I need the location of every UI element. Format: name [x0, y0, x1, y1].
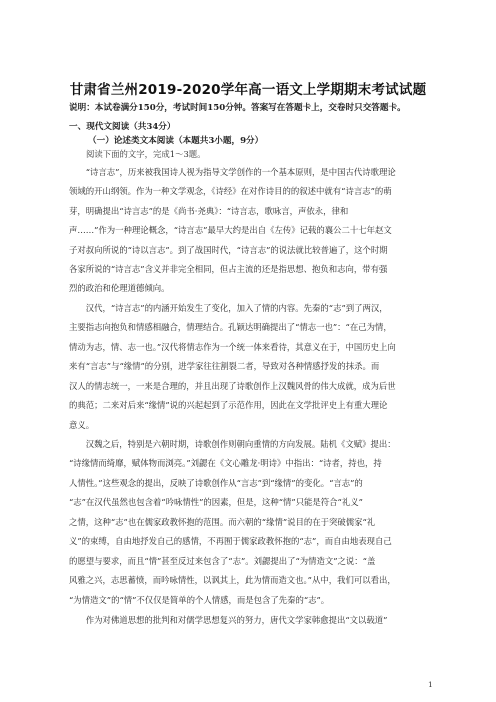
body-line: “诗言志”，历来被我国诗人视为指导文学创作的一个基本原则，是中国古代诗歌理论 [69, 167, 396, 177]
body-line: 子对叔向所说的“诗以言志”。到了战国时代，“诗言志”的说法就比较普遍了，这个时期 [69, 245, 388, 255]
body-line: 义”的束缚，自由地抒发自己的感情，不再囿于儒家政教怀抱的“志”，而自由地表现自己 [69, 536, 392, 546]
body-line: 汉代，“诗言志”的内涵开始发生了变化，加入了情的内容。先秦的“志”到了两汉， [69, 303, 388, 313]
body-line: 来有“言志”与“缘情”的分别，进学家往往割裂二者，导致对各种情感抒发的抹杀。而 [69, 361, 380, 371]
body-line: 领域的开山纲领。作为一种文学观念，《诗经》在对作诗目的的叙述中就有“诗言志”的萌 [69, 186, 392, 196]
exam-note: 说明：本试卷满分150分，考试时间150分钟。答案写在答题卡上，交卷时只交答题卡。 [69, 103, 406, 113]
section-heading: 一、现代文阅读（共34分） [69, 122, 176, 132]
body-line: 烈的政治和伦理道德倾向。 [69, 283, 170, 293]
body-line: 作为对佛道思想的批判和对儒学思想复兴的努力，唐代文学家韩愈提出“文以载道” [69, 615, 388, 625]
body-line: 芽，明确提出“诗言志”的是《尚书·尧典》：“诗言志，歌咏言，声依永，律和 [69, 206, 349, 216]
body-line: 主要指志向抱负和情感相融合，情理结合。孔颖达明确提出了“情志一也”：“在己为情， [69, 322, 392, 332]
page-title: 甘肃省兰州2019-2020学年高一语文上学期期末考试试题 [69, 82, 427, 98]
body-line: 之情，这种“志”也在儒家政教怀抱的范围。而六朝的“缘情”说目的在于突破儒家“礼 [69, 517, 376, 527]
body-line: 情动为志，情、志一也。”汉代将情志作为一个统一体来看待，其意义在于，中国历史上向 [69, 342, 396, 352]
body-line: 风雅之兴，志思蓄愤，而吟咏情性，以讽其上，此为情而造文也。”从中，我们可以看出， [69, 575, 396, 585]
body-line: 各家所说的“诗言志”含义并非完全相同，但占主流的还是指思想、抱负和志向，带有强 [69, 264, 388, 274]
body-line: 的愿望与要求，而且“情”甚至反过来包含了“志”。刘勰提出了“为情造文”之说：“盖 [69, 556, 376, 566]
body-line: “为情造文”的“情”不仅仅是简单的个人情感，而是包含了先秦的“志”。 [69, 595, 330, 605]
body-line: 汉人的情志统一，一来是合理的，并且出现了诗歌创作上汉魏风骨的伟大成就，成为后世 [69, 381, 396, 391]
body-line: 声……”作为一种理论概念，“诗言志”最早大约是出自《左传》记载的襄公二十七年赵文 [69, 225, 392, 235]
body-line: 意义。 [69, 420, 95, 430]
body-line: 人情性。”这些观念的提出，反映了诗歌创作从“言志”到“缘情”的变化。“言志”的 [69, 478, 363, 488]
body-line: “志”在汉代虽然也包含着“吟咏情性”的因素，但是，这种“情”只能是符合“礼义” [69, 497, 363, 507]
body-line: “诗缘情而绮靡，赋体物而浏亮。”刘勰在《文心雕龙·明诗》中指出：“诗者，持也，持 [69, 458, 382, 468]
body-line: 汉魏之后，特别是六朝时期，诗歌创作则朝向重情的方向发展。陆机《文赋》提出： [69, 439, 396, 449]
page-number: 1 [428, 680, 433, 689]
reading-instruction: 阅读下面的文字，完成1～3题。 [86, 149, 206, 159]
body-line: 的典范；二来对后来“缘情”说的兴起起到了示范作用，因此在文学批评史上有重大理论 [69, 400, 388, 410]
subsection-heading: （一）论述类文本阅读（本题共3小题，9分） [88, 136, 264, 146]
